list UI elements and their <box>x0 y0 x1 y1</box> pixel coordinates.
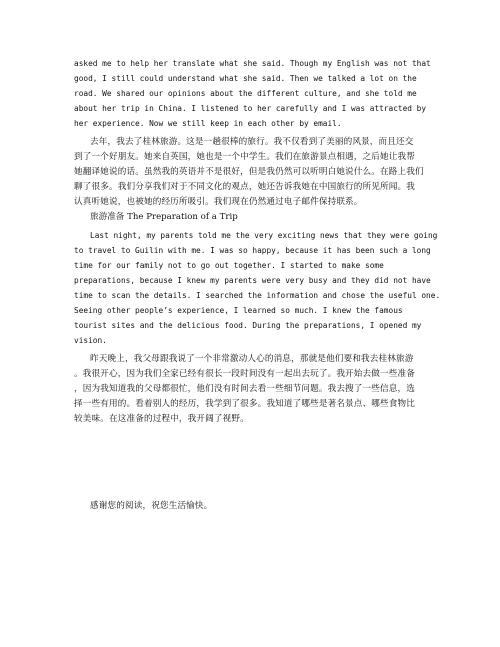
paragraph-en-2-line: to travel to Guilin with me. I was so happy, because it has been such a long <box>74 246 431 255</box>
paragraph-zh-1-line: 聊了很多。我们分享我们对于不同文化的观点，她还告诉我她在中国旅行的所见所闻。我 <box>74 182 416 192</box>
paragraph-zh-1-line: 她翻译她说的话。虽然我的英语并不是很好，但是我仍然可以听明白她说什么。在路上我们 <box>74 167 424 177</box>
paragraph-en-1-line: road. We shared our opinions about the different culture, and she told me <box>74 89 417 98</box>
paragraph-zh-1-line: 去年，我去了桂林旅游。这是一趟很棒的旅行。我不仅看到了美丽的风景，而且还交 <box>90 137 414 147</box>
paragraph-en-2-line: Last night, my parents told me the very exciting news that they were going <box>90 231 438 240</box>
paragraph-zh-2-line: 。我很开心，因为我们全家已经有很长一段时间没有一起出去玩了。我开始去做一些准备 <box>74 369 416 379</box>
paragraph-en-1-line: good, I still could understand what she said. Then we talked a lot on the <box>74 74 417 83</box>
paragraph-en-2-line: preparations, because I knew my parents were very busy and they did not have <box>74 276 431 285</box>
section-heading: 旅游准备 The Preparation of a Trip <box>90 212 238 222</box>
paragraph-en-1-line: her experience. Now we still keep in each other by email. <box>74 119 342 128</box>
paragraph-zh-1-line: 到了一个好朋友。她来自英国，她也是一个中学生。我们在旅游景点相遇，之后她让我帮 <box>74 152 416 162</box>
paragraph-en-2-line: vision. <box>74 336 107 345</box>
paragraph-en-1-line: about her trip in China. I listened to her carefully and I was attracted by <box>74 104 427 113</box>
paragraph-en-2-line: time for our family not to go out together. I started to make some <box>74 261 384 270</box>
paragraph-zh-2-line: 昨天晚上，我父母跟我说了一个非常激动人心的消息，那就是他们要和我去桂林旅游 <box>90 354 414 364</box>
paragraph-en-2-line: time to scan the details. I searched the information and chose the useful one. <box>74 291 441 300</box>
paragraph-zh-1-line: 认真听她说，也被她的经历所吸引。我们现在仍然通过电子邮件保持联系。 <box>74 197 363 207</box>
paragraph-zh-2-line: 较美味。在这准备的过程中，我开阔了视野。 <box>74 414 249 424</box>
paragraph-zh-2-line: 择一些有用的。看着别人的经历，我学到了很多。我知道了哪些是著名景点、哪些食物比 <box>74 399 416 409</box>
paragraph-en-1-line: asked me to help her translate what she said. Though my English was not that <box>74 59 431 68</box>
closing-text: 感谢您的阅读，祝您生活愉快。 <box>90 501 213 511</box>
paragraph-en-2-line: tourist sites and the delicious food. During the preparations, I opened my <box>74 321 422 330</box>
paragraph-en-2-line: Seeing other people’s experience, I learned so much. I knew the famous <box>74 306 403 315</box>
paragraph-zh-2-line: ，因为我知道我的父母都很忙，他们没有时间去看一些细节问题。我去搜了一些信息，选 <box>74 384 416 394</box>
